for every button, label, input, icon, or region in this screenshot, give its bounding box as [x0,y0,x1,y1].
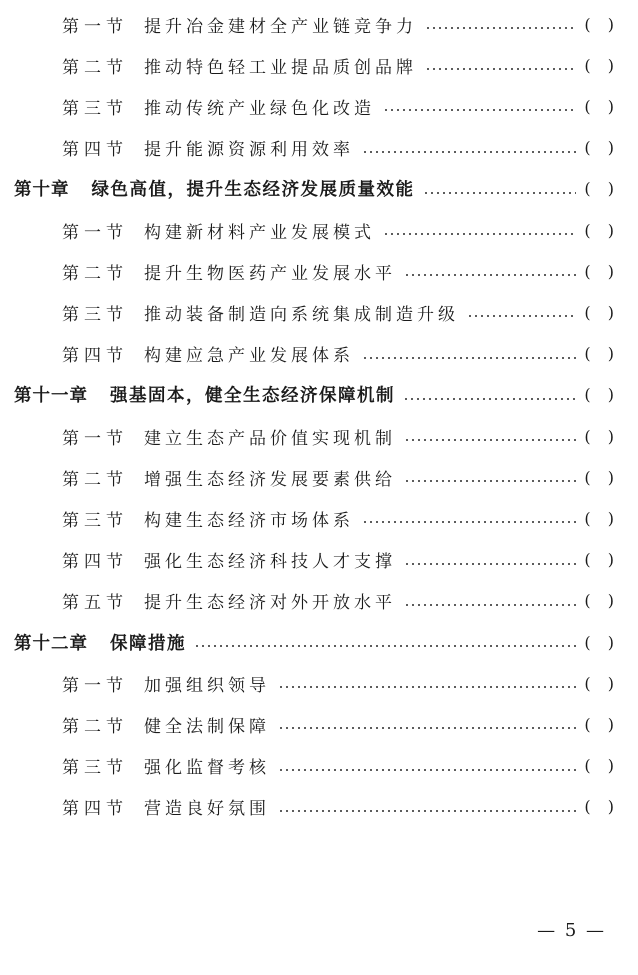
page-placeholder: ( ) [584,344,620,364]
section-title: 增强生态经济发展要素供给 [144,469,396,490]
dot-leader [278,769,576,771]
toc-section-row[interactable] [62,503,620,533]
section-number: 第二节 [62,716,128,737]
toc-section-row[interactable] [62,91,620,121]
page-placeholder: ( ) [584,14,620,34]
section-title: 提升生物医药产业发展水平 [144,263,396,284]
page-placeholder: ( ) [584,508,620,528]
dot-leader [383,109,576,111]
toc-section-row[interactable] [62,586,620,616]
toc-section-row[interactable] [62,133,620,163]
toc-section-row[interactable] [62,9,620,39]
toc-section-row[interactable] [62,215,620,245]
page-placeholder: ( ) [584,756,620,776]
page-placeholder: ( ) [584,220,620,240]
dot-leader [404,274,576,276]
dot-leader [362,151,576,153]
section-number: 第三节 [62,304,128,325]
chapter-number: 第十二章 [14,633,88,654]
dot-leader [362,521,576,523]
section-number: 第二节 [62,57,128,78]
section-number: 第一节 [62,222,128,243]
page-placeholder: ( ) [584,714,620,734]
section-title: 推动特色轻工业提品质创品牌 [144,57,417,78]
page-placeholder: ( ) [584,261,620,281]
section-number: 第二节 [62,263,128,284]
dot-leader [362,357,576,359]
dot-leader [278,810,576,812]
toc-section-row[interactable] [62,545,620,575]
page-placeholder: ( ) [584,797,620,817]
toc-section-row[interactable] [62,751,620,781]
section-title: 构建生态经济市场体系 [144,510,354,531]
page-placeholder: ( ) [584,55,620,75]
section-title: 加强组织领导 [144,675,270,696]
toc-chapter-row[interactable] [14,627,620,657]
dot-leader [194,645,576,647]
dot-leader [467,315,576,317]
section-number: 第三节 [62,758,128,779]
section-title: 强化监督考核 [144,758,270,779]
section-title: 推动装备制造向系统集成制造升级 [144,304,459,325]
chapter-title: 保障措施 [110,633,186,654]
toc-section-row[interactable] [62,256,620,286]
section-number: 第一节 [62,428,128,449]
toc-chapter-row[interactable] [14,174,620,204]
toc-section-row[interactable] [62,668,620,698]
section-title: 健全法制保障 [144,716,270,737]
page-placeholder: ( ) [584,96,620,116]
section-title: 提升生态经济对外开放水平 [144,593,396,614]
page-placeholder: ( ) [584,385,620,405]
section-number: 第一节 [62,16,128,37]
page-placeholder: ( ) [584,302,620,322]
chapter-number: 第十一章 [14,386,88,407]
dot-leader [278,727,576,729]
page-placeholder: ( ) [584,591,620,611]
toc-section-row[interactable] [62,50,620,80]
toc-section-row[interactable] [62,421,620,451]
dot-leader [403,398,576,400]
toc-section-row[interactable] [62,462,620,492]
page-placeholder: ( ) [584,426,620,446]
section-number: 第五节 [62,593,128,614]
section-number: 第四节 [62,799,128,820]
section-number: 第三节 [62,510,128,531]
section-title: 提升冶金建材全产业链竞争力 [144,16,417,37]
toc-chapter-row[interactable] [14,380,620,410]
toc-section-row[interactable] [62,792,620,822]
dot-leader [404,480,576,482]
dot-leader [404,439,576,441]
page-placeholder: ( ) [584,179,620,199]
dot-leader [383,233,576,235]
section-title: 营造良好氛围 [144,799,270,820]
toc-section-row[interactable] [62,339,620,369]
section-title: 提升能源资源利用效率 [144,140,354,161]
section-number: 第四节 [62,346,128,367]
page-placeholder: ( ) [584,632,620,652]
dot-leader [425,27,576,29]
section-title: 推动传统产业绿色化改造 [144,98,375,119]
page-placeholder: ( ) [584,550,620,570]
page-placeholder: ( ) [584,673,620,693]
page-placeholder: ( ) [584,467,620,487]
dot-leader [423,192,577,194]
section-number: 第二节 [62,469,128,490]
chapter-title: 强基固本，健全生态经济保障机制 [110,386,395,407]
section-title: 强化生态经济科技人才支撑 [144,552,396,573]
page-placeholder: ( ) [584,138,620,158]
page-number: — 5 — [537,920,606,941]
section-title: 建立生态产品价值实现机制 [144,428,396,449]
dot-leader [404,563,576,565]
toc-section-row[interactable] [62,297,620,327]
section-title: 构建新材料产业发展模式 [144,222,375,243]
dot-leader [278,686,576,688]
chapter-number: 第十章 [14,180,70,201]
section-number: 第四节 [62,552,128,573]
dot-leader [425,68,576,70]
section-number: 第四节 [62,140,128,161]
section-title: 构建应急产业发展体系 [144,346,354,367]
toc-section-row[interactable] [62,709,620,739]
dot-leader [404,604,576,606]
section-number: 第一节 [62,675,128,696]
section-number: 第三节 [62,98,128,119]
chapter-title: 绿色高值，提升生态经济发展质量效能 [91,180,415,201]
